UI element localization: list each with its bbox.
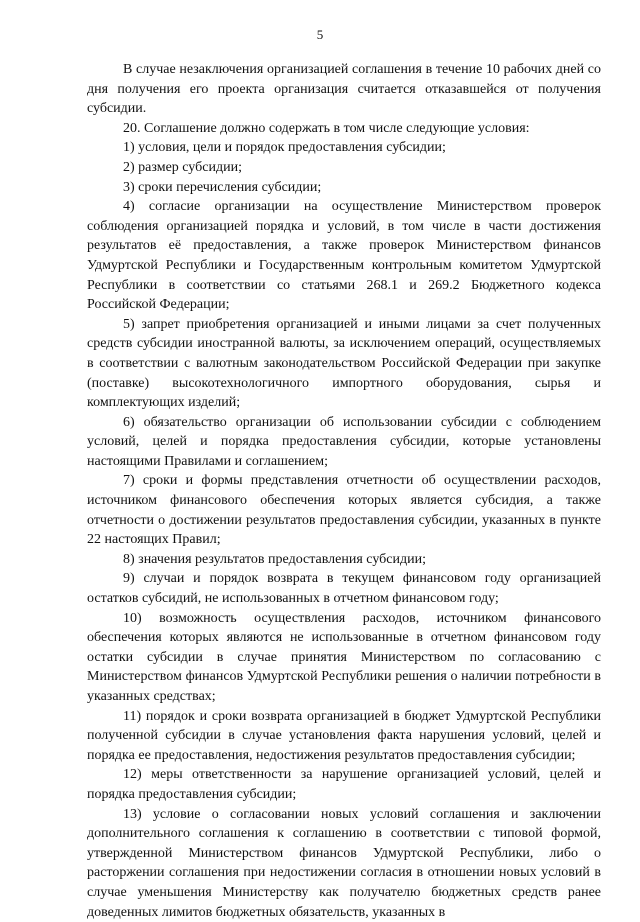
paragraph-subitem-4: 4) согласие организации на осуществление Министерством проверок соблюдения организацией порядка и условий, в том числе в части достижения результатов её предоставления, а также проверок Министерством финансов Удмуртской Республики и Государственным контрольным комитетом Удмуртской Республики в соответствии со статьями 268.1 и 269.2 Бюджетного кодекса Российской Федерации; [87, 199, 601, 313]
paragraph-subitem-5: 5) запрет приобретения организацией и иными лицами за счет полученных средств субсидии иностранной валюты, за исключением операций, осуществляемых в соответствии с валютным законодательством Российской Федерации при закупке (поставке) высокотехнологичного импортного оборудования, сырья и комплектующих изделий; [87, 316, 601, 411]
page-number: 5 [316, 27, 324, 42]
paragraph-subitem-8: 8) значения результатов предоставления субсидии; [123, 551, 426, 567]
paragraph-intro: В случае незаключения организацией соглашения в течение 10 рабочих дней со дня получения его проекта организация считается отказавшейся от получения субсидии. [87, 62, 601, 117]
paragraph-subitem-10: 10) возможность осуществления расходов, источником финансового обеспечения которых являются не использованные в отчетном финансовом году остатки субсидии в случае принятия Министерством по согласованию с Министерством финансов Удмуртской Республики решения о наличии потребности в указанных средствах; [87, 610, 601, 704]
paragraph-subitem-3: 3) сроки перечисления субсидии; [123, 179, 322, 195]
paragraph-subitem-7: 7) сроки и формы представления отчетности об осуществлении расходов, источником финансового обеспечения которых является субсидия, а также отчетности о достижении результатов предоставления субсидии, указанных в пункте 22 настоящих Правил; [87, 473, 601, 548]
paragraph-subitem-2: 2) размер субсидии; [123, 159, 242, 175]
paragraph-subitem-6: 6) обязательство организации об использовании субсидии с соблюдением условий, целей и порядка предоставления субсидии, которые установлены настоящими Правилами и соглашением; [87, 414, 601, 469]
paragraph-subitem-1: 1) условия, цели и порядок предоставления субсидии; [123, 140, 446, 156]
paragraph-item-20: 20. Соглашение должно содержать в том числе следующие условия: [123, 120, 530, 136]
paragraph-subitem-13: 13) условие о согласовании новых условий соглашения и заключении дополнительного соглашения к соглашению в соответствии с типовой формой, утвержденной Министерством финансов Удмуртской Республики, либо о расторжении соглашения при недостижении согласия в отношении новых условий в случае уменьшения Министерству как получателю бюджетных средств ранее доведенных лимитов бюджетных обязательств, указанных в [87, 806, 601, 920]
document-body [87, 60, 601, 922]
paragraph-subitem-12: 12) меры ответственности за нарушение организацией условий, целей и порядка предоставления субсидии; [87, 767, 601, 802]
paragraph-subitem-9: 9) случаи и порядок возврата в текущем финансовом году организацией остатков субсидий, не использованных в отчетном финансовом году; [87, 571, 601, 607]
paragraph-subitem-11: 11) порядок и сроки возврата организацией в бюджет Удмуртской Республики полученной субсидии в случае установления факта нарушения условий, целей и порядка ее предоставления, недостижения результатов предоставления субсидии; [87, 708, 601, 763]
